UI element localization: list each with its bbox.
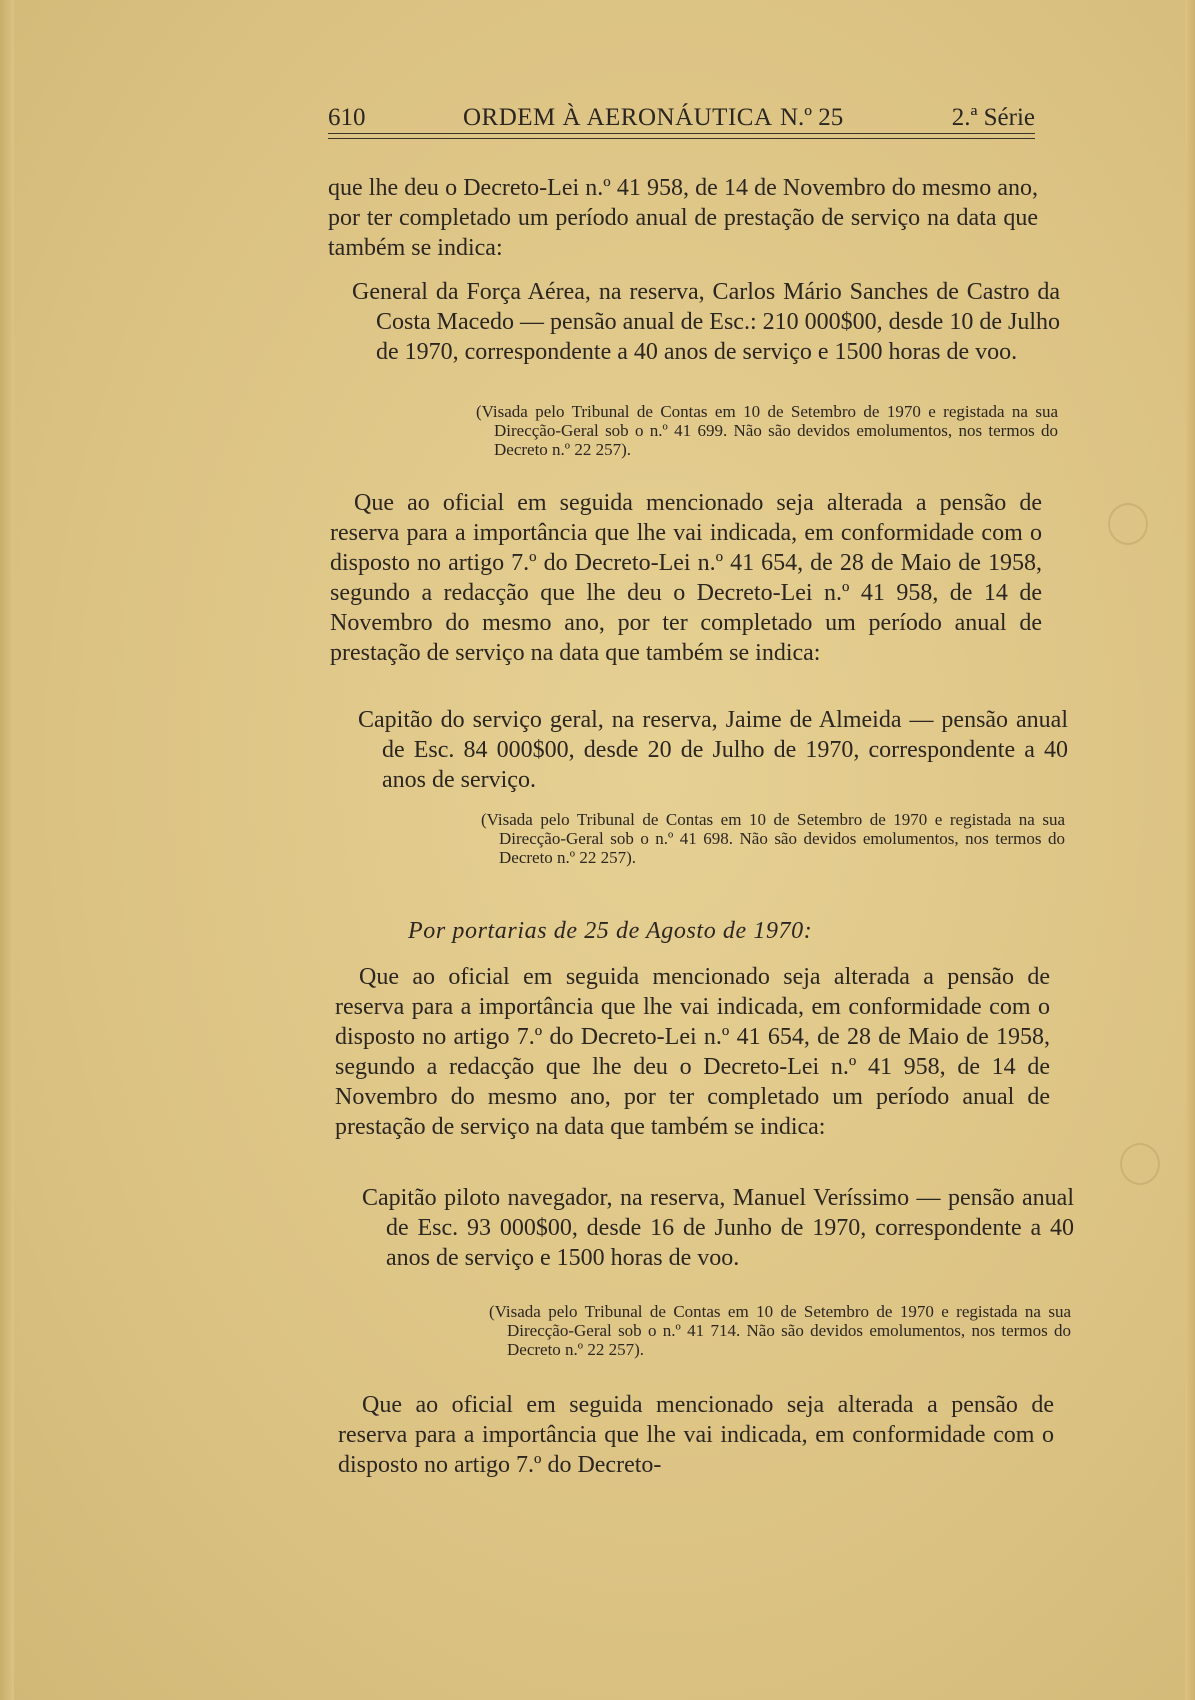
endorsement-note: (Visada pelo Tribunal de Contas em 10 de Setembro de 1970 e registada na sua Direcção-Geral sob o n.º 41 698. Não são devidos emolumentos, nos termos do Decreto n.º 22 257). [481, 810, 1065, 867]
header-rule [328, 133, 1035, 134]
paragraph-continuation: que lhe deu o Decreto-Lei n.º 41 958, de 14 de Novembro do mesmo ano, por ter completado um período anual de prestação de serviço na data que também se indica: [328, 175, 1038, 261]
entry-captain-verissimo: Capitão piloto navegador, na reserva, Manuel Veríssimo — pensão anual de Esc. 93 000$00, desde 16 de Junho de 1970, correspondente a 40 anos de serviço e 1500 horas de voo. [362, 1185, 1074, 1271]
issue-number: N.º 25 [780, 104, 844, 131]
perforation-mark [1120, 1143, 1160, 1185]
paragraph-order: Que ao oficial em seguida mencionado seja alterada a pensão de reserva para a importância que lhe vai indicada, em conformidade com o disposto no artigo 7.º do Decreto- [338, 1392, 1054, 1478]
page-number: 610 [328, 104, 366, 131]
entry-general-macedo: General da Força Aérea, na reserva, Carlos Mário Sanches de Castro da Costa Macedo — pensão anual de Esc.: 210 000$00, desde 10 de Julho de 1970, correspondente a 40 anos de serviço e 1500 horas de voo. [352, 279, 1060, 365]
section-heading: Por portarias de 25 de Agosto de 1970: [408, 918, 813, 944]
endorsement-note: (Visada pelo Tribunal de Contas em 10 de Setembro de 1970 e registada na sua Direcção-Geral sob o n.º 41 714. Não são devidos emolumentos, nos termos do Decreto n.º 22 257). [489, 1302, 1071, 1359]
paragraph-order: Que ao oficial em seguida mencionado seja alterada a pensão de reserva para a importância que lhe vai indicada, em conformidade com o disposto no artigo 7.º do Decreto-Lei n.º 41 654, de 28 de Maio de 1958, segundo a redacção que lhe deu o Decreto-Lei n.º 41 958, de 14 de Novembro do mesmo ano, por ter completado um período anual de prestação de serviço na data que também se indica: [335, 964, 1050, 1140]
header-rule [328, 138, 1035, 139]
page-edge-left [0, 0, 14, 1700]
entry-captain-almeida: Capitão do serviço geral, na reserva, Jaime de Almeida — pensão anual de Esc. 84 000$00, desde 20 de Julho de 1970, correspondente a 40 anos de serviço. [358, 707, 1068, 793]
running-header [328, 98, 1035, 138]
page-edge-right [1185, 0, 1195, 1700]
endorsement-note: (Visada pelo Tribunal de Contas em 10 de Setembro de 1970 e registada na sua Direcção-Geral sob o n.º 41 699. Não são devidos emolumentos, nos termos do Decreto n.º 22 257). [476, 402, 1058, 459]
perforation-mark [1108, 503, 1148, 545]
series-label: 2.ª Série [951, 104, 1035, 131]
publication-title: ORDEM À AERONÁUTICA [463, 104, 773, 131]
paragraph-order: Que ao oficial em seguida mencionado seja alterada a pensão de reserva para a importância que lhe vai indicada, em conformidade com o disposto no artigo 7.º do Decreto-Lei n.º 41 654, de 28 de Maio de 1958, segundo a redacção que lhe deu o Decreto-Lei n.º 41 958, de 14 de Novembro do mesmo ano, por ter completado um período anual de prestação de serviço na data que também se indica: [330, 490, 1042, 666]
